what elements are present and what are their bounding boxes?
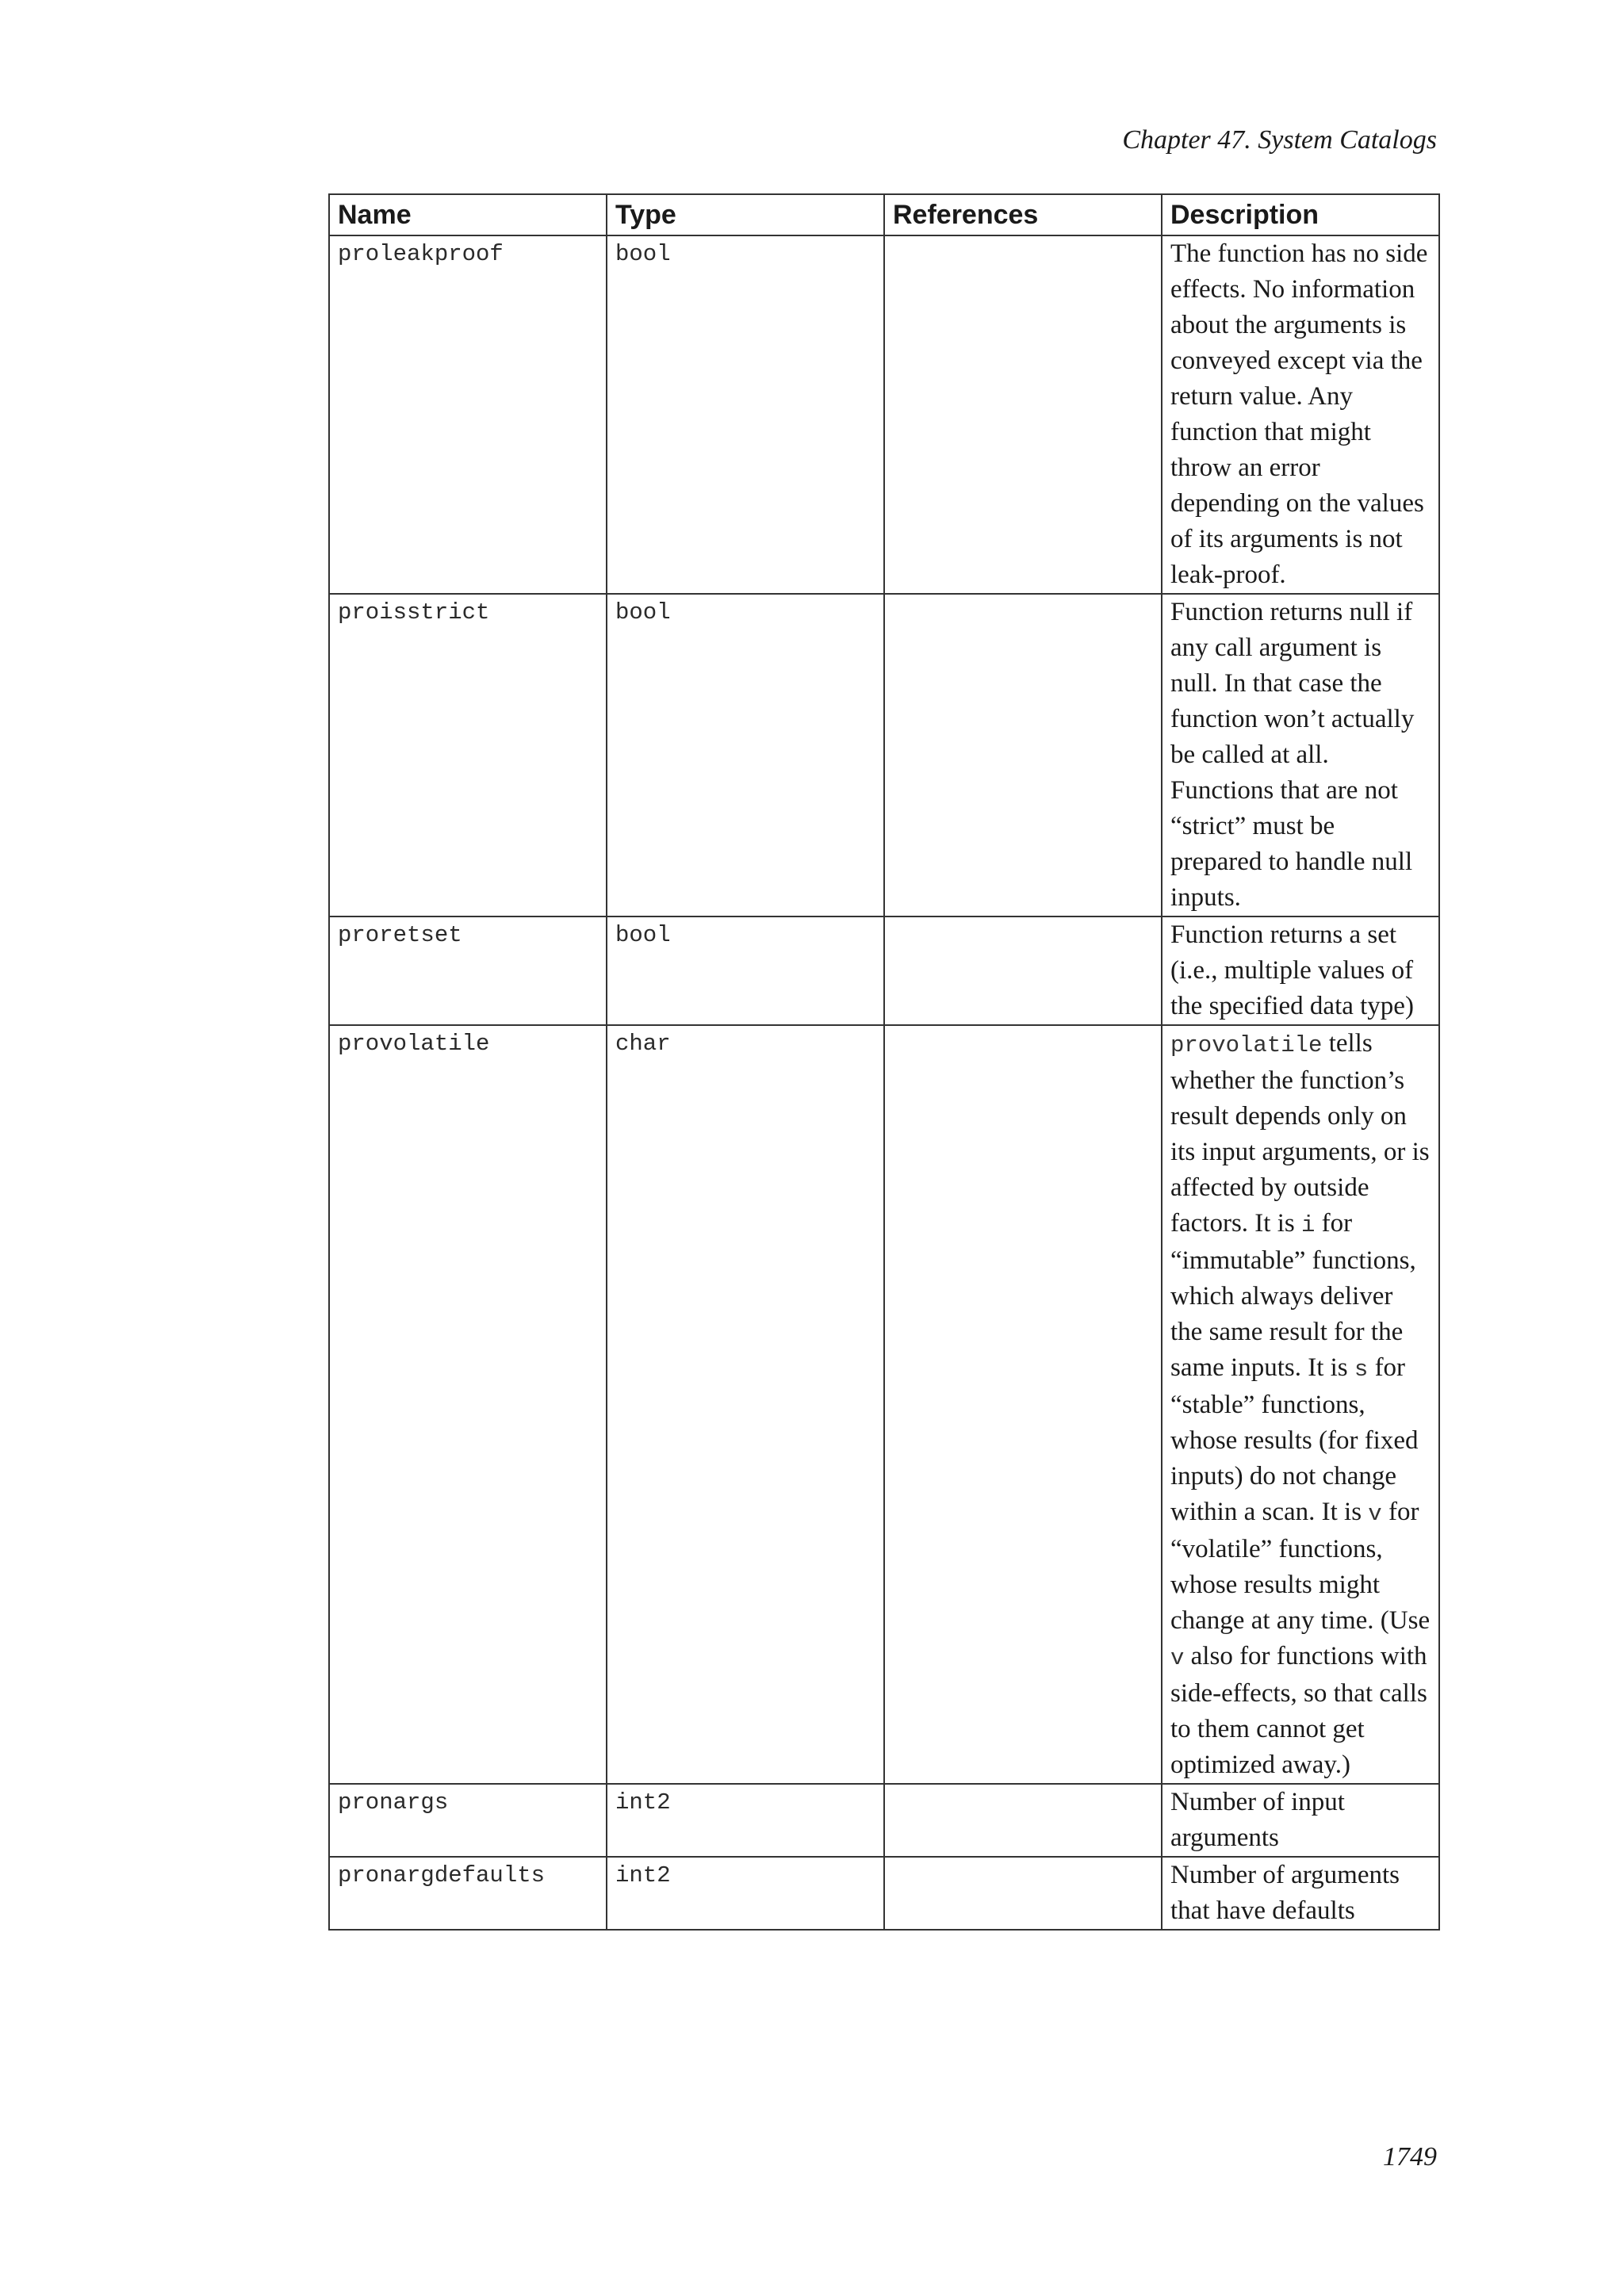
table-row	[329, 594, 1439, 916]
cell-description: Number of input arguments	[1162, 1784, 1439, 1857]
table-row	[329, 1025, 1439, 1784]
description-text: for “volatile” functions, whose results might change at any time. (Use	[1170, 1498, 1431, 1635]
cell-references	[884, 235, 1162, 594]
description-text: tells whether the function’s result depends only on its input arguments, or is affected by outside factors. It is	[1170, 1029, 1430, 1238]
running-header: Chapter 47. System Catalogs	[1122, 125, 1437, 155]
cell-references	[884, 594, 1162, 916]
page-number: 1749	[1383, 2142, 1437, 2172]
cell-name: provolatile	[329, 1025, 607, 1784]
cell-references	[884, 916, 1162, 1025]
table-row	[329, 1857, 1439, 1930]
cell-name: proleakproof	[329, 235, 607, 594]
cell-type: char	[607, 1025, 884, 1784]
cell-type: bool	[607, 235, 884, 594]
cell-type: bool	[607, 594, 884, 916]
cell-references	[884, 1025, 1162, 1784]
table-header-row	[329, 194, 1439, 235]
cell-name: pronargdefaults	[329, 1857, 607, 1930]
description-text: also for functions with side-effects, so that calls to them cannot get optimized away.)	[1170, 1642, 1427, 1779]
cell-description	[1162, 1025, 1439, 1784]
code-i: i	[1300, 1212, 1316, 1238]
cell-type: int2	[607, 1857, 884, 1930]
table-row	[329, 916, 1439, 1025]
column-header-references: References	[884, 194, 1162, 235]
cell-name: proisstrict	[329, 594, 607, 916]
cell-type: bool	[607, 916, 884, 1025]
description-text: for “immutable” functions, which always deliver the same result for the same inputs. It is	[1170, 1209, 1416, 1382]
code-v: v	[1368, 1501, 1382, 1527]
column-header-name: Name	[329, 194, 607, 235]
code-s: s	[1354, 1357, 1369, 1383]
table-row	[329, 1784, 1439, 1857]
cell-description: Number of arguments that have defaults	[1162, 1857, 1439, 1930]
code-v: v	[1170, 1645, 1185, 1671]
cell-references	[884, 1784, 1162, 1857]
cell-description: Function returns null if any call argument is null. In that case the function won’t actually be called at all. Functions that are not “strict” must be prepared to handle null inputs.	[1162, 594, 1439, 916]
pg-proc-columns-table	[328, 193, 1440, 1931]
code-provolatile: provolatile	[1170, 1032, 1323, 1058]
description-text: for “stable” functions, whose results (for fixed inputs) do not change within a scan. It is	[1170, 1353, 1419, 1526]
cell-name: pronargs	[329, 1784, 607, 1857]
cell-description: The function has no side effects. No information about the arguments is conveyed except via the return value. Any function that might throw an error depending on the values of its arguments is not leak-proof.	[1162, 235, 1439, 594]
table-row	[329, 235, 1439, 594]
cell-description: Function returns a set (i.e., multiple values of the specified data type)	[1162, 916, 1439, 1025]
column-header-description: Description	[1162, 194, 1439, 235]
cell-references	[884, 1857, 1162, 1930]
cell-name: proretset	[329, 916, 607, 1025]
column-header-type: Type	[607, 194, 884, 235]
cell-type: int2	[607, 1784, 884, 1857]
